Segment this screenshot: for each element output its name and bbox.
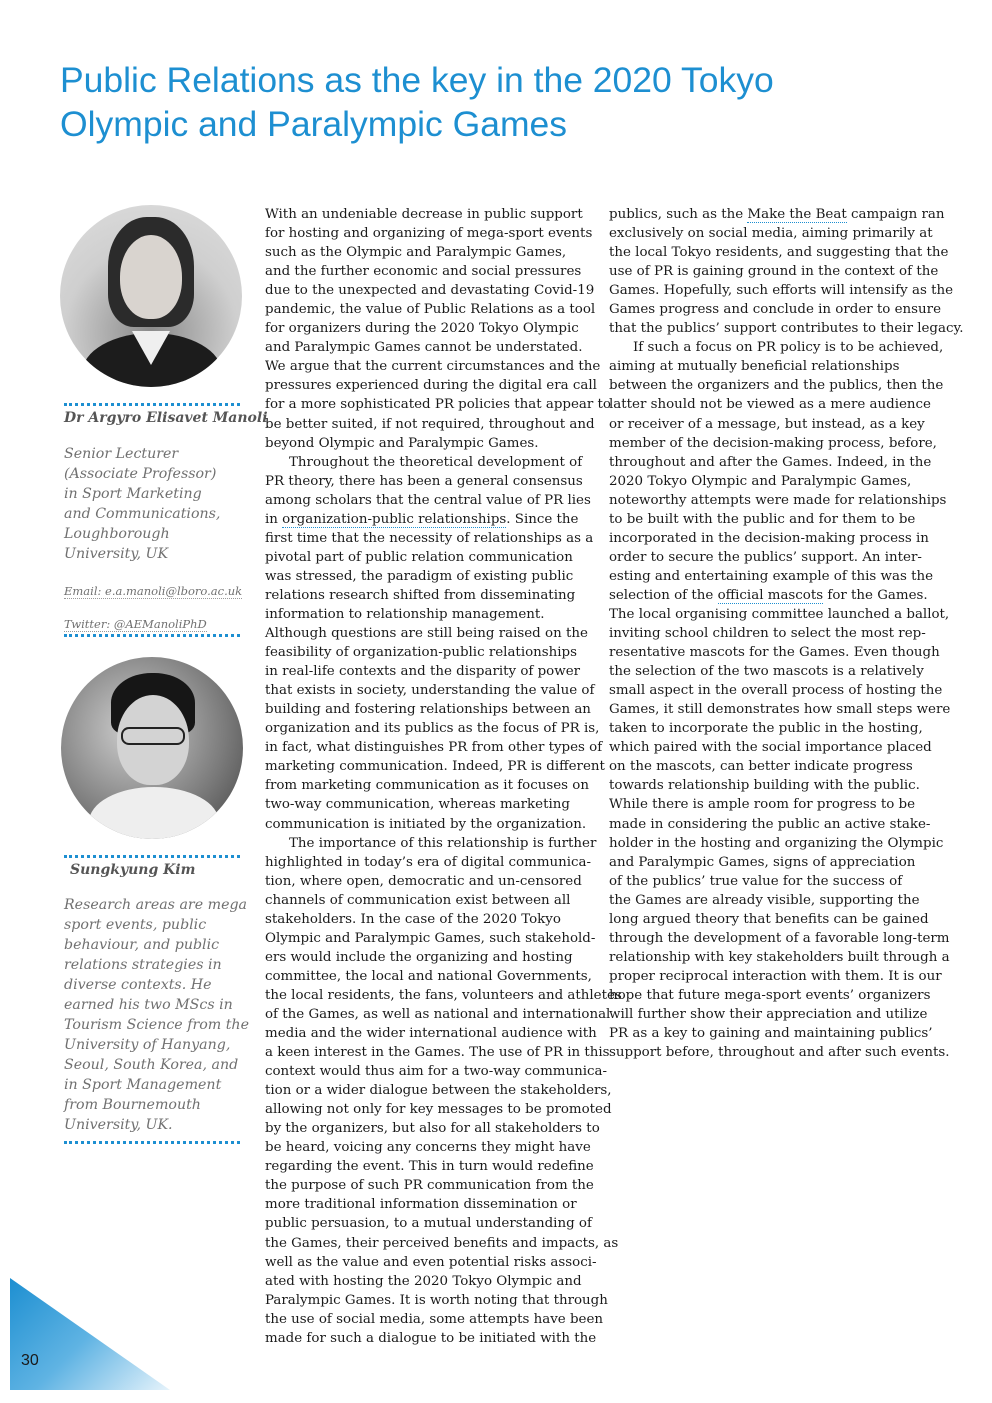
body-line: media and the wider international audience with: [265, 1026, 597, 1042]
body-line: Games progress and conclude in order to ensure: [609, 302, 941, 318]
body-line: esting and entertaining example of this was the: [609, 568, 933, 584]
body-line: use of PR is gaining ground in the context of the: [609, 264, 939, 280]
article-column-2: [609, 205, 964, 1062]
body-line: highlighted in today’s era of digital communica-: [265, 854, 592, 870]
body-line: and the further economic and social pressures: [265, 264, 582, 280]
body-line: organization and its publics as the focus of PR is,: [265, 721, 600, 737]
body-line: ers would include the organizing and hosting: [265, 949, 573, 965]
body-line: of the Games, as well as national and international: [265, 1006, 611, 1022]
body-line: information to relationship management.: [265, 606, 545, 622]
author2-bio-line: University, UK.: [64, 1117, 173, 1133]
author2-bio-line: from Bournemouth: [64, 1097, 201, 1113]
body-line: for a more sophisticated PR policies that appear to: [265, 397, 611, 413]
body-line: made in considering the public an active stake-: [609, 816, 931, 832]
body-line: more traditional information dissemination or: [265, 1197, 577, 1213]
body-line: [609, 586, 939, 605]
author1-bio-line: University, UK: [64, 546, 169, 562]
divider: [64, 403, 240, 406]
body-line: between the organizers and the publics, then the: [609, 378, 944, 394]
body-line: taken to incorporate the public in the hosting,: [609, 721, 923, 737]
body-line: feasibility of organization-public relationships: [265, 645, 578, 661]
body-line: was stressed, the paradigm of existing public: [265, 568, 574, 584]
body-text: in: [265, 511, 283, 527]
article-title: [60, 58, 940, 146]
body-line: pressures experienced during the digital era call: [265, 378, 597, 394]
author2-bio-line: University of Hanyang,: [64, 1037, 231, 1053]
body-line: the purpose of such PR communication from the: [265, 1178, 594, 1194]
body-line: proper reciprocal interaction with them. It is our: [609, 968, 942, 984]
author2-bio-line: Research areas are mega: [64, 897, 248, 913]
body-line: Although questions are still being raised on the: [265, 626, 588, 642]
author1-bio-line: Loughborough: [64, 526, 170, 542]
body-line: due to the unexpected and devastating Covid-19: [265, 283, 595, 299]
body-line: the local residents, the fans, volunteers and athletes: [265, 987, 622, 1003]
body-line: pivotal part of public relation communication: [265, 549, 573, 565]
body-line: that exists in society, understanding the value of: [265, 683, 595, 699]
title-line-1: Public Relations as the key in the 2020 Tokyo: [60, 60, 774, 100]
body-line: Games, it still demonstrates how small steps were: [609, 702, 951, 718]
body-line: small aspect in the overall process of hosting the: [609, 683, 943, 699]
body-line: Paralympic Games. It is worth noting that through: [265, 1292, 608, 1308]
body-line: [265, 510, 590, 529]
body-line: the Games are already visible, supporting the: [609, 892, 920, 908]
body-text: for the Games.: [823, 587, 928, 603]
author2-bio-line: sport events, public: [64, 917, 207, 933]
body-line: regarding the event. This in turn would redefine: [265, 1159, 594, 1175]
body-line: in real-life contexts and the disparity of power: [265, 664, 581, 680]
body-line: throughout and after the Games. Indeed, in the: [609, 454, 932, 470]
body-text: . Since the: [506, 511, 579, 527]
body-text: selection of the: [609, 587, 718, 603]
body-line: context would thus aim for a two-way communica-: [265, 1064, 608, 1080]
title-line-2: Olympic and Paralympic Games: [60, 104, 568, 144]
body-line: PR as a key to gaining and maintaining publics’: [609, 1026, 933, 1042]
body-line: marketing communication. Indeed, PR is different: [265, 759, 605, 775]
body-line: Olympic and Paralympic Games, such stakehold-: [265, 930, 596, 946]
body-line: well as the value and even potential risks associ-: [265, 1254, 597, 1270]
body-line: for hosting and organizing of mega-sport events: [265, 226, 593, 242]
body-line: and Paralympic Games cannot be understated.: [265, 340, 583, 356]
body-line: [609, 205, 945, 224]
body-text: publics, such as the: [609, 207, 748, 222]
body-line: hope that future mega-sport events’ organizers: [609, 987, 931, 1003]
divider: [64, 855, 240, 858]
body-line: exclusively on social media, aiming primarily at: [609, 226, 933, 242]
make-the-beat-link[interactable]: Make the Beat: [747, 207, 847, 222]
body-line: If such a focus on PR policy is to be achieved,: [633, 340, 944, 356]
body-line: ated with hosting the 2020 Tokyo Olympic and: [265, 1273, 582, 1289]
corner-decoration: [10, 1278, 170, 1390]
author2-photo: [61, 657, 243, 839]
author-sidebar: [64, 205, 268, 1144]
body-line: Throughout the theoretical development of: [289, 454, 583, 470]
body-line: We argue that the current circumstances and the: [265, 359, 601, 375]
body-line: latter should not be viewed as a mere audience: [609, 397, 931, 413]
author1-photo: [60, 205, 242, 387]
article-column-1: [265, 205, 622, 1348]
body-line: pandemic, the value of Public Relations as a tool: [265, 302, 596, 318]
body-line: which paired with the social importance placed: [609, 740, 932, 756]
author1-name: Dr Argyro Elisavet Manoli: [64, 410, 268, 426]
divider: [64, 1141, 240, 1144]
body-line: of the publics’ true value for the success of: [609, 873, 903, 889]
author2-name: Sungkyung Kim: [70, 862, 196, 878]
body-line: first time that the necessity of relationships as a: [265, 530, 594, 546]
body-line: through the development of a favorable long-term: [609, 930, 950, 946]
body-line: holder in the hosting and organizing the Olympic: [609, 835, 944, 851]
author2-bio-line: behaviour, and public: [64, 937, 220, 953]
body-line: the local Tokyo residents, and suggesting that the: [609, 245, 949, 261]
body-line: allowing not only for key messages to be promoted: [265, 1102, 612, 1118]
page-number: 30: [21, 1352, 39, 1369]
author1-email-link[interactable]: Email: e.a.manoli@lboro.ac.uk: [64, 584, 243, 598]
body-line: PR theory, there has been a general consensus: [265, 473, 583, 489]
body-line: support before, throughout and after such events.: [609, 1045, 950, 1061]
author2-bio-line: relations strategies in: [64, 957, 222, 973]
body-line: noteworthy attempts were made for relationships: [609, 492, 947, 508]
author1-bio-line: in Sport Marketing: [64, 486, 202, 502]
body-line: the selection of the two mascots is a relatively: [609, 664, 924, 680]
body-line: in fact, what distinguishes PR from other types of: [265, 740, 603, 756]
divider: [64, 634, 240, 637]
body-line: member of the decision-making process, before,: [609, 435, 937, 451]
body-line: beyond Olympic and Paralympic Games.: [265, 435, 539, 451]
body-line: that the publics’ support contributes to their legacy.: [609, 321, 964, 337]
body-line: will further show their appreciation and utilize: [609, 1006, 928, 1022]
body-line: two-way communication, whereas marketing: [265, 797, 570, 813]
body-line: committee, the local and national Governments,: [265, 968, 592, 984]
author2-bio-line: in Sport Management: [64, 1077, 222, 1093]
body-text: campaign ran: [846, 207, 945, 222]
official-mascots-link[interactable]: official mascots: [717, 587, 824, 603]
body-line: Games. Hopefully, such efforts will intensify as the: [609, 283, 954, 299]
body-line: public persuasion, to a mutual understanding of: [265, 1216, 592, 1232]
author2-bio: [64, 895, 249, 1135]
body-line: tion or a wider dialogue between the stakeholders,: [265, 1083, 612, 1099]
body-line: 2020 Tokyo Olympic and Paralympic Games,: [609, 473, 912, 489]
body-line: or receiver of a message, but instead, as a key: [609, 416, 925, 432]
author2-bio-line: earned his two MScs in: [64, 997, 233, 1013]
body-line: such as the Olympic and Paralympic Games,: [265, 245, 567, 261]
body-line: incorporated in the decision-making process in: [609, 530, 929, 546]
body-line: relations research shifted from disseminating: [265, 587, 576, 603]
author1-twitter-link[interactable]: Twitter: @AEManoliPhD: [64, 617, 207, 631]
author1-bio: [64, 444, 246, 564]
body-line: communication is initiated by the organization.: [265, 816, 587, 832]
body-line: and Paralympic Games, signs of appreciation: [609, 854, 916, 870]
author1-bio-line: and Communications,: [64, 506, 221, 522]
body-line: to be built with the public and for them to be: [609, 511, 916, 527]
author1-bio-line: Senior Lecturer: [64, 446, 179, 462]
author1-bio-line: (Associate Professor): [64, 466, 217, 482]
body-line: The importance of this relationship is further: [289, 835, 597, 851]
body-line: towards relationship building with the public.: [609, 778, 920, 794]
body-line: order to secure the publics’ support. An inter-: [609, 549, 922, 565]
body-line: the Games, their perceived benefits and impacts, as: [265, 1235, 619, 1251]
body-line: With an undeniable decrease in public support: [265, 207, 583, 222]
body-line: the use of social media, some attempts have been: [265, 1311, 604, 1327]
body-line: on the mascots, can better indicate progress: [609, 759, 913, 775]
body-line: While there is ample room for progress to be: [609, 797, 916, 813]
body-line: be heard, voicing any concerns they might have: [265, 1140, 591, 1156]
body-line: stakeholders. In the case of the 2020 Tokyo: [265, 911, 561, 927]
body-line: relationship with key stakeholders built through a: [609, 949, 950, 965]
body-line: building and fostering relationships between an: [265, 702, 591, 718]
body-line: The local organising committee launched a ballot,: [609, 606, 950, 622]
organization-public-relationships-link[interactable]: organization-public relationships: [282, 511, 507, 527]
author2-bio-line: diverse contexts. He: [64, 977, 212, 993]
body-line: aiming at mutually beneficial relationships: [609, 359, 900, 375]
body-line: among scholars that the central value of PR lies: [265, 492, 591, 508]
body-line: a keen interest in the Games. The use of PR in this: [265, 1045, 610, 1061]
author2-bio-line: Tourism Science from the: [64, 1017, 249, 1033]
body-line: for organizers during the 2020 Tokyo Olympic: [265, 321, 579, 337]
body-line: channels of communication exist between all: [265, 892, 571, 908]
body-line: inviting school children to select the most rep-: [609, 626, 926, 642]
body-line: tion, where open, democratic and un-censored: [265, 873, 582, 889]
body-line: resentative mascots for the Games. Even though: [609, 645, 940, 661]
body-line: from marketing communication as it focuses on: [265, 778, 589, 794]
body-line: long argued theory that benefits can be gained: [609, 911, 929, 927]
body-line: by the organizers, but also for all stakeholders to: [265, 1121, 600, 1137]
body-line: made for such a dialogue to be initiated with the: [265, 1330, 597, 1346]
body-line: be better suited, if not required, throughout and: [265, 416, 595, 432]
author2-bio-line: Seoul, South Korea, and: [64, 1057, 239, 1073]
